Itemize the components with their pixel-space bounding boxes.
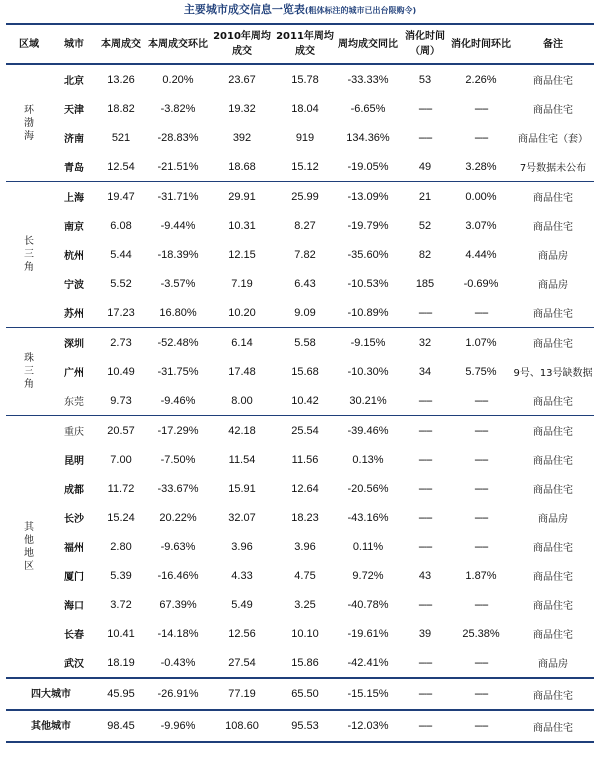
week-wow-cell: -9.46%: [160, 394, 196, 407]
avg-2010-cell: 10.31: [228, 219, 256, 232]
header-cell: 周均成交同比: [336, 24, 400, 64]
table-row: [6, 211, 594, 240]
avg-2010-cell: 5.49: [231, 598, 253, 611]
remark-cell: 商品住宅: [533, 222, 573, 233]
remark-cell: 商品住宅: [512, 182, 594, 212]
digest-time-cell: 39: [418, 627, 432, 640]
avg-2011-cell: 5.58: [274, 328, 336, 358]
avg-2010-cell: 3.96: [231, 540, 253, 553]
table-row: [6, 64, 594, 94]
city-cell: 海口: [64, 601, 84, 612]
header-cell: 2011年周均成交: [274, 24, 336, 64]
table-row: [6, 298, 594, 328]
yoy-cell: -19.61%: [347, 627, 389, 640]
avg-2011-cell: 10.10: [291, 627, 319, 640]
yoy-cell: -33.33%: [336, 64, 400, 94]
yoy-cell: -10.89%: [347, 306, 389, 319]
digest-wow-cell: -----: [474, 482, 488, 495]
remark-cell: 商品住宅: [533, 397, 573, 408]
table-row: [6, 619, 594, 648]
avg-2011-cell: 6.43: [294, 277, 316, 290]
week-volume-cell: 13.26: [96, 64, 146, 94]
week-volume-cell: 10.49: [107, 365, 135, 378]
avg-2011-cell: 9.09: [294, 306, 316, 319]
digest-time-cell: -----: [418, 131, 432, 144]
digest-time-cell: 43: [418, 569, 432, 582]
summary-row: [6, 710, 594, 742]
digest-wow-cell: 2.26%: [450, 64, 512, 94]
digest-time-cell: 21: [400, 182, 450, 212]
yoy-cell: -19.05%: [347, 160, 389, 173]
digest-time-cell: 34: [418, 365, 432, 378]
week-wow-cell: 16.80%: [159, 306, 197, 319]
remark-cell: 商品住宅: [512, 710, 594, 742]
week-volume-cell: 12.54: [107, 160, 135, 173]
week-volume-cell: 19.47: [96, 182, 146, 212]
city-cell: 天津: [64, 105, 84, 116]
table-row: [6, 648, 594, 678]
remark-cell: 商品住宅: [533, 105, 573, 116]
yoy-cell: -43.16%: [347, 511, 389, 524]
digest-time-cell: -----: [418, 453, 432, 466]
summary-row: [6, 678, 594, 710]
week-wow-cell: -21.51%: [157, 160, 199, 173]
avg-2010-cell: 7.19: [231, 277, 253, 290]
avg-2010-cell: 15.91: [228, 482, 256, 495]
remark-cell: 商品住宅: [512, 64, 594, 94]
week-volume-cell: 3.72: [110, 598, 132, 611]
avg-2011-cell: 25.54: [274, 416, 336, 446]
week-wow-cell: -9.96%: [146, 710, 210, 742]
digest-wow-cell: -----: [474, 453, 488, 466]
avg-2010-cell: 11.54: [228, 453, 256, 466]
header-cell: 本周成交: [96, 24, 146, 64]
header-cell: 城市: [52, 24, 96, 64]
digest-time-cell: -----: [418, 540, 432, 553]
digest-wow-cell: -----: [450, 710, 512, 742]
city-cell: 苏州: [64, 309, 84, 320]
digest-wow-cell: 3.28%: [465, 160, 497, 173]
week-wow-cell: -0.43%: [160, 656, 196, 669]
digest-wow-cell: -----: [474, 394, 488, 407]
remark-cell: 商品房: [538, 659, 568, 670]
week-wow-cell: -14.18%: [157, 627, 199, 640]
digest-wow-cell: -----: [474, 306, 488, 319]
remark-cell: 商品房: [538, 514, 568, 525]
region-cell: 环渤海: [6, 64, 52, 182]
week-wow-cell: -26.91%: [146, 678, 210, 710]
yoy-cell: -12.03%: [336, 710, 400, 742]
week-volume-cell: 6.08: [110, 219, 132, 232]
summary-label-cell: 其他城市: [6, 710, 96, 742]
digest-wow-cell: -----: [474, 540, 488, 553]
digest-wow-cell: -----: [474, 131, 488, 144]
yoy-cell: -42.41%: [347, 656, 389, 669]
remark-cell: 商品房: [538, 280, 568, 291]
table-row: [6, 561, 594, 590]
avg-2010-cell: 42.18: [210, 416, 274, 446]
table-row: [6, 416, 594, 446]
city-cell: 东莞: [64, 397, 84, 408]
week-wow-cell: -52.48%: [146, 328, 210, 358]
avg-2010-cell: 4.33: [231, 569, 253, 582]
header-row: [6, 24, 594, 64]
table-row: [6, 357, 594, 386]
week-wow-cell: -31.71%: [146, 182, 210, 212]
week-wow-cell: -18.39%: [157, 248, 199, 261]
table-row: [6, 503, 594, 532]
yoy-cell: -9.15%: [336, 328, 400, 358]
week-volume-cell: 17.23: [107, 306, 135, 319]
yoy-cell: -40.78%: [347, 598, 389, 611]
avg-2011-cell: 18.23: [291, 511, 319, 524]
digest-time-cell: -----: [400, 678, 450, 710]
week-wow-cell: -9.63%: [160, 540, 196, 553]
digest-wow-cell: -----: [450, 678, 512, 710]
yoy-cell: -35.60%: [347, 248, 389, 261]
digest-time-cell: 82: [418, 248, 432, 261]
digest-time-cell: -----: [418, 598, 432, 611]
table-row: [6, 240, 594, 269]
yoy-cell: -13.09%: [336, 182, 400, 212]
header-cell: 备注: [512, 24, 594, 64]
table-row: [6, 445, 594, 474]
table-row: [6, 590, 594, 619]
week-volume-cell: 2.80: [110, 540, 132, 553]
week-volume-cell: 10.41: [107, 627, 135, 640]
city-cell: 青岛: [64, 163, 84, 174]
avg-2011-cell: 15.86: [291, 656, 319, 669]
avg-2011-cell: 3.96: [294, 540, 316, 553]
remark-cell: 商品住宅（套）: [518, 134, 588, 145]
digest-wow-cell: -----: [474, 511, 488, 524]
remark-cell: 商品房: [538, 251, 568, 262]
digest-time-cell: -----: [400, 416, 450, 446]
city-cell: 深圳: [52, 328, 96, 358]
table-row: [6, 269, 594, 298]
week-volume-cell: 5.52: [110, 277, 132, 290]
digest-wow-cell: -----: [474, 656, 488, 669]
avg-2010-cell: 10.20: [228, 306, 256, 319]
avg-2010-cell: 29.91: [210, 182, 274, 212]
week-volume-cell: 18.82: [107, 102, 135, 115]
region-cell: 长三角: [6, 182, 52, 328]
city-cell: 宁波: [64, 280, 84, 291]
digest-time-cell: 32: [400, 328, 450, 358]
city-cell: 厦门: [64, 572, 84, 583]
week-volume-cell: 15.24: [107, 511, 135, 524]
city-cell: 武汉: [64, 659, 84, 670]
city-cell: 重庆: [52, 416, 96, 446]
header-cell: 消化时间（周）: [400, 24, 450, 64]
avg-2010-cell: 8.00: [231, 394, 253, 407]
remark-cell: 商品住宅: [533, 572, 573, 583]
avg-2011-cell: 95.53: [274, 710, 336, 742]
digest-time-cell: -----: [418, 511, 432, 524]
digest-time-cell: -----: [418, 656, 432, 669]
yoy-cell: -10.53%: [347, 277, 389, 290]
avg-2010-cell: 19.32: [228, 102, 256, 115]
table-row: [6, 386, 594, 416]
digest-wow-cell: -----: [474, 102, 488, 115]
title-text: 主要城市成交信息一览表: [183, 3, 305, 16]
avg-2011-cell: 10.42: [291, 394, 319, 407]
header-cell: 消化时间环比: [450, 24, 512, 64]
week-wow-cell: 0.20%: [146, 64, 210, 94]
city-cell: 上海: [52, 182, 96, 212]
digest-wow-cell: 4.44%: [465, 248, 497, 261]
avg-2010-cell: 18.68: [228, 160, 256, 173]
avg-2010-cell: 12.15: [228, 248, 256, 261]
digest-wow-cell: 3.07%: [465, 219, 497, 232]
avg-2011-cell: 25.99: [274, 182, 336, 212]
title-note: (粗体标注的城市已出台限购令): [304, 6, 417, 15]
table-row: [6, 94, 594, 123]
table-row: [6, 182, 594, 212]
city-cell: 长沙: [64, 514, 84, 525]
week-wow-cell: 67.39%: [159, 598, 197, 611]
digest-time-cell: -----: [418, 306, 432, 319]
avg-2010-cell: 27.54: [228, 656, 256, 669]
table-row: [6, 152, 594, 182]
header-cell: 区域: [6, 24, 52, 64]
city-cell: 昆明: [64, 456, 84, 467]
city-cell: 杭州: [64, 251, 84, 262]
week-volume-cell: 2.73: [96, 328, 146, 358]
digest-time-cell: -----: [418, 482, 432, 495]
city-cell: 广州: [64, 368, 84, 379]
yoy-cell: -19.79%: [347, 219, 389, 232]
remark-cell: 商品住宅: [512, 678, 594, 710]
table-title: [0, 0, 600, 20]
week-wow-cell: -31.75%: [157, 365, 199, 378]
avg-2010-cell: 108.60: [210, 710, 274, 742]
remark-cell: 商品住宅: [512, 416, 594, 446]
digest-time-cell: 185: [415, 277, 435, 290]
week-wow-cell: 20.22%: [159, 511, 197, 524]
week-volume-cell: 521: [111, 131, 131, 144]
digest-time-cell: -----: [418, 102, 432, 115]
city-cell: 成都: [64, 485, 84, 496]
yoy-cell: 134.36%: [346, 131, 390, 144]
city-cell: 南京: [64, 222, 84, 233]
digest-wow-cell: 1.07%: [450, 328, 512, 358]
table-body: [6, 64, 594, 742]
city-cell: 福州: [64, 543, 84, 554]
yoy-cell: 0.11%: [352, 540, 384, 553]
week-wow-cell: -16.46%: [157, 569, 199, 582]
avg-2011-cell: 15.78: [274, 64, 336, 94]
remark-cell: 商品住宅: [533, 309, 573, 320]
avg-2010-cell: 17.48: [228, 365, 256, 378]
digest-time-cell: 53: [400, 64, 450, 94]
table-row: [6, 123, 594, 152]
avg-2011-cell: 7.82: [294, 248, 316, 261]
week-wow-cell: -33.67%: [157, 482, 199, 495]
week-volume-cell: 98.45: [96, 710, 146, 742]
avg-2011-cell: 15.12: [291, 160, 319, 173]
avg-2011-cell: 15.68: [291, 365, 319, 378]
week-wow-cell: -9.44%: [160, 219, 196, 232]
avg-2010-cell: 77.19: [210, 678, 274, 710]
remark-cell: 商品住宅: [512, 328, 594, 358]
digest-time-cell: 52: [418, 219, 432, 232]
avg-2011-cell: 12.64: [291, 482, 319, 495]
avg-2011-cell: 3.25: [294, 598, 316, 611]
week-volume-cell: 11.72: [107, 482, 135, 495]
table-row: [6, 328, 594, 358]
week-volume-cell: 7.00: [110, 453, 132, 466]
week-wow-cell: -17.29%: [146, 416, 210, 446]
avg-2011-cell: 11.56: [291, 453, 319, 466]
digest-wow-cell: -0.69%: [463, 277, 499, 290]
remark-cell: 商品住宅: [533, 543, 573, 554]
avg-2011-cell: 4.75: [294, 569, 316, 582]
yoy-cell: 30.21%: [349, 394, 387, 407]
digest-time-cell: -----: [400, 710, 450, 742]
digest-wow-cell: 25.38%: [462, 627, 500, 640]
digest-wow-cell: 0.00%: [450, 182, 512, 212]
yoy-cell: -20.56%: [347, 482, 389, 495]
avg-2010-cell: 12.56: [228, 627, 256, 640]
city-cell: 北京: [52, 64, 96, 94]
city-cell: 济南: [64, 134, 84, 145]
remark-cell: 9号、13号缺数据: [513, 368, 593, 379]
digest-wow-cell: -----: [474, 598, 488, 611]
avg-2011-cell: 919: [295, 131, 315, 144]
week-wow-cell: -3.82%: [160, 102, 196, 115]
week-volume-cell: 45.95: [96, 678, 146, 710]
avg-2011-cell: 65.50: [274, 678, 336, 710]
avg-2010-cell: 392: [232, 131, 252, 144]
remark-cell: 7号数据未公布: [519, 163, 587, 174]
week-volume-cell: 5.44: [110, 248, 132, 261]
table-row: [6, 474, 594, 503]
avg-2010-cell: 32.07: [228, 511, 256, 524]
header-cell: 2010年周均成交: [210, 24, 274, 64]
city-transaction-table: [6, 23, 594, 743]
yoy-cell: 9.72%: [352, 569, 384, 582]
week-volume-cell: 5.39: [110, 569, 132, 582]
week-wow-cell: -28.83%: [157, 131, 199, 144]
avg-2011-cell: 8.27: [294, 219, 316, 232]
region-cell: 其他地区: [6, 416, 52, 679]
avg-2010-cell: 23.67: [210, 64, 274, 94]
yoy-cell: -15.15%: [336, 678, 400, 710]
week-volume-cell: 18.19: [107, 656, 135, 669]
yoy-cell: -10.30%: [347, 365, 389, 378]
avg-2011-cell: 18.04: [291, 102, 319, 115]
table-row: [6, 532, 594, 561]
region-cell: 珠三角: [6, 328, 52, 416]
summary-label-cell: 四大城市: [6, 678, 96, 710]
avg-2010-cell: 6.14: [210, 328, 274, 358]
week-volume-cell: 20.57: [96, 416, 146, 446]
yoy-cell: 0.13%: [352, 453, 384, 466]
remark-cell: 商品住宅: [533, 456, 573, 467]
digest-time-cell: 49: [418, 160, 432, 173]
week-wow-cell: -7.50%: [160, 453, 196, 466]
week-wow-cell: -3.57%: [160, 277, 196, 290]
header-cell: 本周成交环比: [146, 24, 210, 64]
yoy-cell: -39.46%: [336, 416, 400, 446]
yoy-cell: -6.65%: [350, 102, 386, 115]
remark-cell: 商品住宅: [533, 630, 573, 641]
digest-wow-cell: 5.75%: [465, 365, 497, 378]
city-cell: 长春: [64, 630, 84, 641]
week-volume-cell: 9.73: [110, 394, 132, 407]
remark-cell: 商品住宅: [533, 601, 573, 612]
remark-cell: 商品住宅: [533, 485, 573, 496]
digest-time-cell: -----: [418, 394, 432, 407]
digest-wow-cell: -----: [450, 416, 512, 446]
digest-wow-cell: 1.87%: [465, 569, 497, 582]
